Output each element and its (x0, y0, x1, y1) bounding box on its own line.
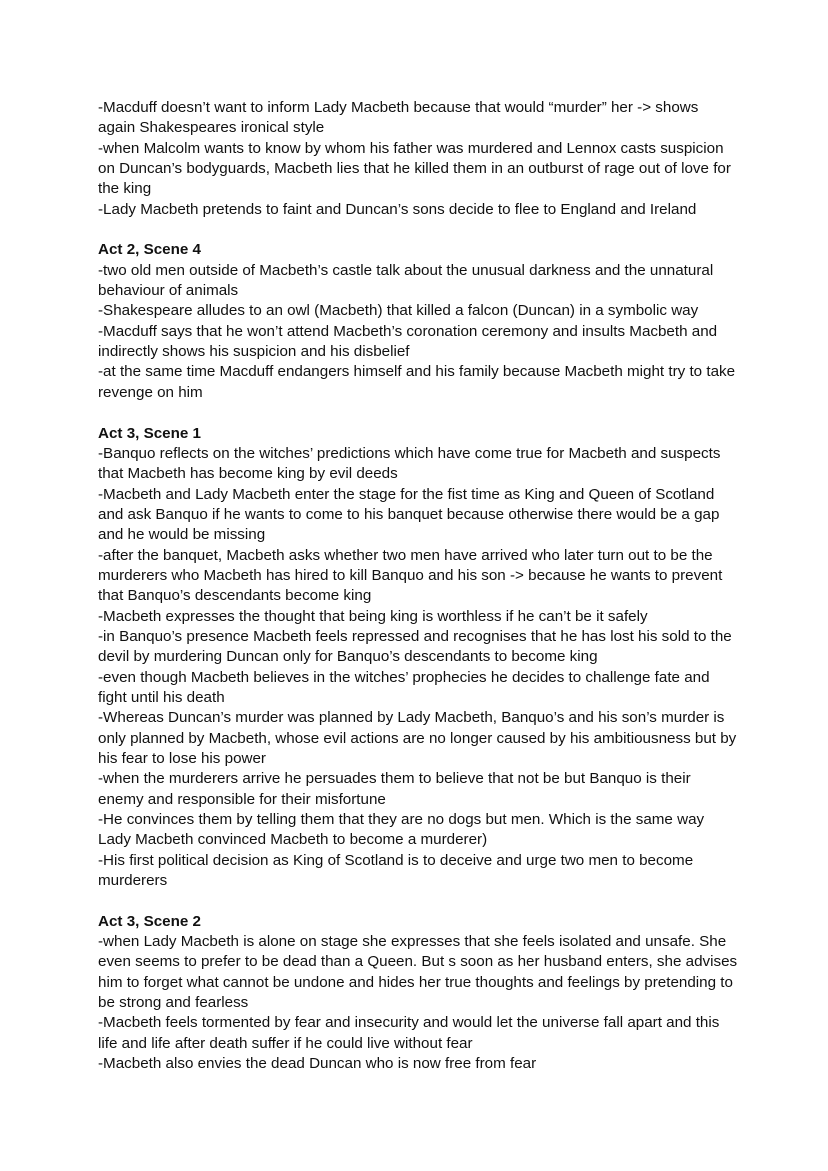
paragraph: -Shakespeare alludes to an owl (Macbeth) that killed a falcon (Duncan) in a symbolic way (98, 302, 699, 320)
paragraph: -Macbeth feels tormented by fear and insecurity and would let the universe fall apart and this life and life after death suffer if he could live without fear (98, 1014, 720, 1052)
paragraph: -Whereas Duncan’s murder was planned by Lady Macbeth, Banquo’s and his son’s murder is only planned by Macbeth, whose evil actions are no longer caused by his ambitiousness but by his fear to lose his power (98, 709, 737, 767)
paragraph: -Macbeth and Lady Macbeth enter the stage for the fist time as King and Queen of Scotland and ask Banquo if he wants to come to his banquet because otherwise there would be a gap and he would be missing (98, 485, 720, 544)
paragraph: -His first political decision as King of Scotland is to deceive and urge two men to become murderers (98, 851, 694, 890)
paragraph: -even though Macbeth believes in the witches’ prophecies he decides to challenge fate and fight until his death (98, 668, 710, 706)
section-act3-scene2 (98, 912, 738, 1075)
paragraph: -at the same time Macduff endangers himself and his family because Macbeth might try to take revenge on him (98, 363, 736, 401)
section-act2-scene4 (98, 240, 738, 403)
intro-section (98, 98, 738, 220)
paragraph: -Macduff doesn’t want to inform Lady Macbeth because that would “murder” her -> shows again Shakespeares ironical style (98, 99, 699, 137)
paragraph: -after the banquet, Macbeth asks whether two men have arrived who later turn out to be the murderers who Macbeth has hired to kill Banquo and his son -> because he wants to prevent that Banquo’s descendants become king (98, 546, 723, 605)
paragraph: -He convinces them by telling them that they are no dogs but men. Which is the same way Lady Macbeth convinced Macbeth to become a murderer) (98, 811, 705, 849)
section-heading: Act 3, Scene 1 (98, 424, 201, 442)
paragraph: -Macbeth also envies the dead Duncan who is now free from fear (98, 1055, 537, 1073)
section-act3-scene1 (98, 424, 738, 892)
paragraph: -when the murderers arrive he persuades them to believe that not be but Banquo is their enemy and responsible for their misfortune (98, 770, 691, 808)
section-heading: Act 2, Scene 4 (98, 241, 201, 259)
paragraph: -when Lady Macbeth is alone on stage she expresses that she feels isolated and unsafe. She even seems to prefer to be dead than a Queen. But s soon as her husband enters, she advises him to forget what cannot be undone and hides her true thoughts and feelings by pretending to be strong and fearless (98, 933, 738, 1012)
paragraph: -Macbeth expresses the thought that being king is worthless if he can’t be it safely (98, 607, 648, 625)
paragraph: -in Banquo’s presence Macbeth feels repressed and recognises that he has lost his sold to the devil by murdering Duncan only for Banquo’s descendants to become king (98, 627, 732, 666)
paragraph: -when Malcolm wants to know by whom his father was murdered and Lennox casts suspicion on Duncan’s bodyguards, Macbeth lies that he killed them in an outburst of rage out of love for the king (98, 139, 731, 198)
paragraph: -two old men outside of Macbeth’s castle talk about the unusual darkness and the unnatural behaviour of animals (98, 261, 714, 300)
paragraph: -Macduff says that he won’t attend Macbeth’s coronation ceremony and insults Macbeth and indirectly shows his suspicion and his disbelief (98, 322, 718, 361)
section-heading: Act 3, Scene 2 (98, 912, 201, 930)
document-page (98, 98, 738, 1075)
paragraph: -Lady Macbeth pretends to faint and Duncan’s sons decide to flee to England and Ireland (98, 200, 697, 218)
paragraph: -Banquo reflects on the witches’ predictions which have come true for Macbeth and suspects that Macbeth has become king by evil deeds (98, 444, 721, 483)
